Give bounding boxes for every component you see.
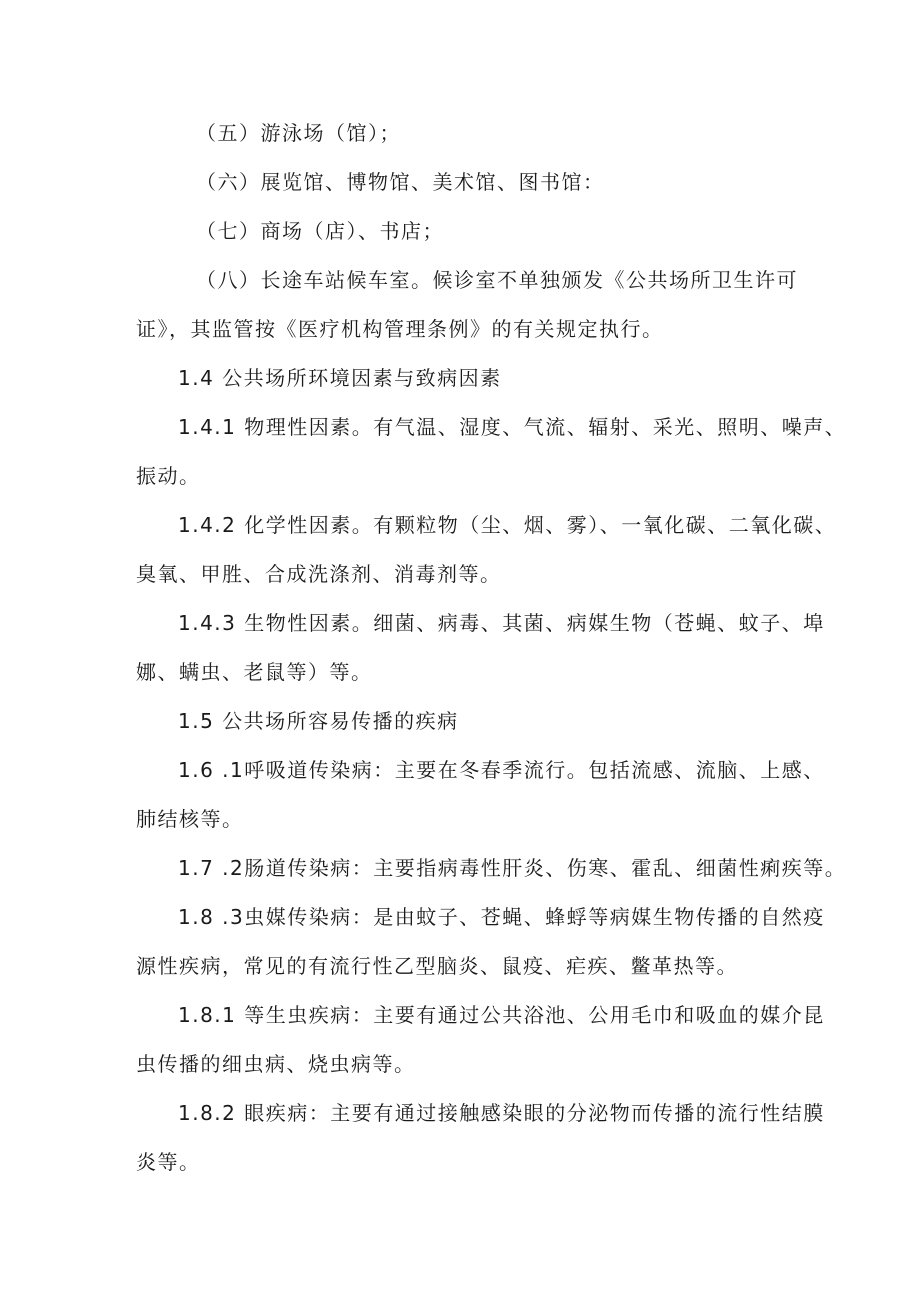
section-heading-1-4: 1.4 公共场所环境因素与致病因素 — [178, 366, 502, 390]
paragraph-continuation: 证》，其监管按《医疗机构管理条例》的有关规定执行。 — [136, 317, 664, 341]
list-item-mall: （七）商场（店）、书店； — [196, 219, 444, 243]
paragraph-1-4-3: 1.4.3 生物性因素。细菌、病毒、其菌、病媒生物（苍蝇、蚊子、埠 — [178, 611, 825, 635]
paragraph-continuation: 源性疾病，常见的有流行性乙型脑炎、鼠疫、疟疾、鳖革热等。 — [136, 954, 738, 978]
paragraph-1-6: 1.6 .1呼吸道传染病：主要在冬春季流行。包括流感、流脑、上感、 — [178, 758, 825, 782]
paragraph-continuation: 臭氧、甲胜、合成洗涤剂、消毒剂等。 — [136, 562, 502, 586]
paragraph-continuation: 炎等。 — [136, 1150, 201, 1174]
paragraph-continuation: 娜、螨虫、老鼠等）等。 — [136, 660, 373, 684]
paragraph-continuation: 虫传播的细虫病、烧虫病等。 — [136, 1052, 416, 1076]
paragraph-continuation: 肺结核等。 — [136, 807, 244, 831]
paragraph-1-4-2: 1.4.2 化学性因素。有颗粒物（尘、烟、雾）、一氧化碳、二氧化碳、 — [178, 513, 837, 537]
list-item-exhibition: （六）展览馆、博物馆、美术馆、图书馆： — [196, 170, 605, 194]
paragraph-continuation: 振动。 — [136, 464, 201, 488]
list-item-swimming: （五）游泳场（馆）； — [196, 121, 401, 145]
paragraph-1-7: 1.7 .2肠道传染病：主要指病毒性肝炎、伤寒、霍乱、细菌性痢疾等。 — [178, 856, 847, 880]
paragraph-1-8-2: 1.8.2 眼疾病：主要有通过接触感染眼的分泌物而传播的流行性结膜 — [178, 1101, 825, 1125]
list-item-station: （八）长途车站候车室。候诊室不单独颁发《公共场所卫生许可 — [196, 268, 798, 292]
section-heading-1-5: 1.5 公共场所容易传播的疾病 — [178, 709, 459, 733]
paragraph-1-8: 1.8 .3虫媒传染病：是由蚊子、苍蝇、蜂蜉等病媒生物传播的自然疫 — [178, 905, 825, 929]
paragraph-1-8-1: 1.8.1 等生虫疾病：主要有通过公共浴池、公用毛巾和吸血的媒介昆 — [178, 1003, 825, 1027]
paragraph-1-4-1: 1.4.1 物理性因素。有气温、湿度、气流、辐射、采光、照明、噪声、 — [178, 415, 847, 439]
